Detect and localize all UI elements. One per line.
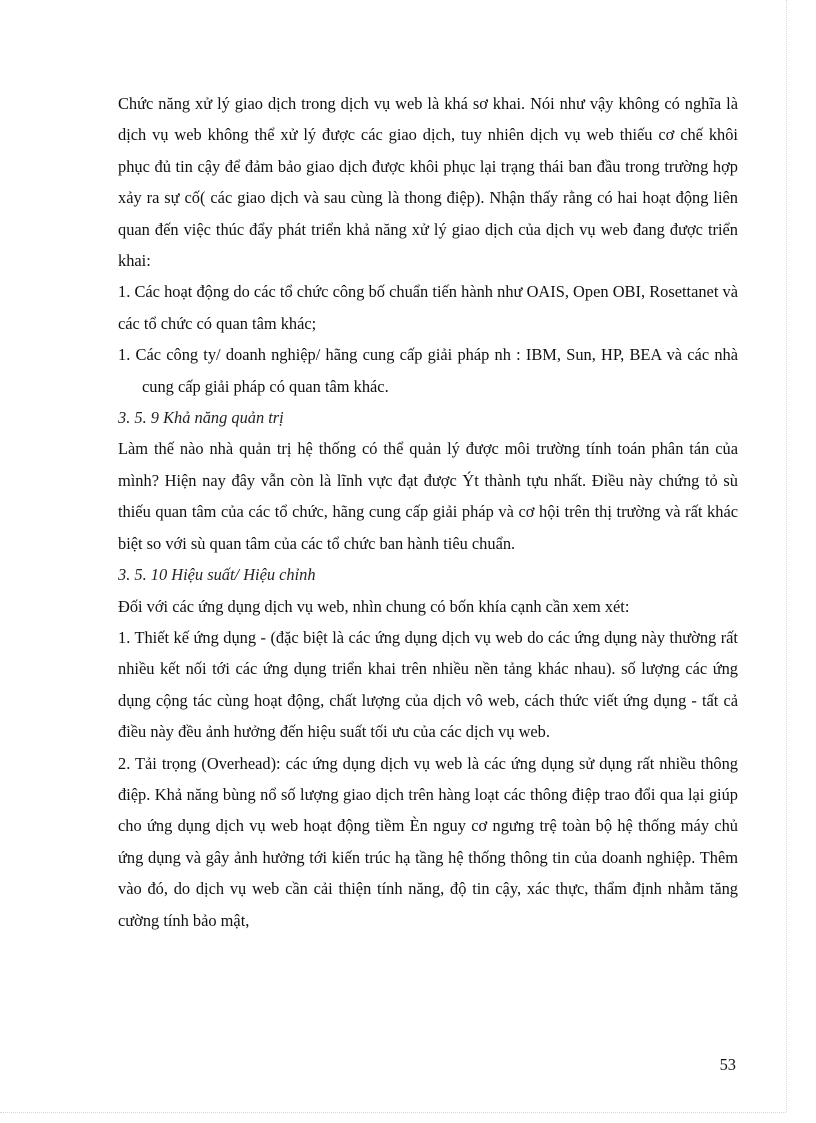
- page-body: [118, 88, 738, 936]
- list-item-standards-orgs: 1. Các hoạt động do các tổ chức công bố chuẩn tiến hành như OAIS, Open OBI, Rosettanet và các tổ chức có quan tâm khác;: [118, 282, 738, 333]
- list-item-app-design: 1. Thiết kế ứng dụng - (đặc biệt là các ứng dụng dịch vụ web do các ứng dụng này thường rất nhiều kết nối tới các ứng dụng triển khai trên nhiều nền tảng khác nhau). số lượng các ứng dụng cộng tác cùng hoạt động, chất lượng của dịch vô web, cách thức viết ứng dụng - tất cả điều này đều ảnh hưởng đến hiệu suất tối ưu của các dịch vụ web.: [118, 627, 738, 742]
- page-edge-right: [786, 0, 787, 1112]
- paragraph-performance-intro: Đối với các ứng dụng dịch vụ web, nhìn chung có bốn khía cạnh cần xem xét:: [118, 596, 630, 616]
- page-edge-bottom: [0, 1112, 786, 1113]
- section-heading-management: 3. 5. 9 Khả năng quản trị: [118, 408, 284, 428]
- paragraph-transactions: Chức năng xử lý giao dịch trong dịch vụ web là khá sơ khai. Nói như vậy không có nghĩa là dịch vụ web không thể xử lý được các giao dịch, tuy nhiên dịch vụ web thiếu cơ chế khôi phục đủ tin cậy để đảm bảo giao dịch được khôi phục lại trạng thái ban đầu trong trường hợp xảy ra sự cố( các giao dịch và sau cùng là thong điệp). Nhận thấy rằng có hai hoạt động liên quan đến việc thúc đẩy phát triển khả năng xử lý giao dịch của dịch vụ web đang được triển khai:: [118, 94, 738, 271]
- page-number: 53: [719, 1055, 736, 1074]
- section-heading-performance: 3. 5. 10 Hiệu suất/ Hiệu chỉnh: [118, 565, 316, 585]
- list-item-overhead: 2. Tải trọng (Overhead): các ứng dụng dịch vụ web là các ứng dụng sử dụng rất nhiều thông điệp. Khả năng bùng nổ số lượng giao dịch trên hàng loạt các thông điệp trao đổi qua lại giúp cho ứng dụng dịch vụ web hoạt động tiềm Èn nguy cơ ngưng trệ toàn bộ hệ thống máy chủ ứng dụng và gây ảnh hưởng tới kiến trúc hạ tầng hệ thống thông tin của doanh nghiệp. Thêm vào đó, do dịch vụ web cần cải thiện tính năng, độ tin cậy, xác thực, thẩm định nhằm tăng cường tính bảo mật,: [118, 753, 738, 930]
- list-item-vendors: 1. Các công ty/ doanh nghiệp/ hãng cung cấp giải pháp nh : IBM, Sun, HP, BEA và các nhà cung cấp giải pháp có quan tâm khác.: [118, 345, 738, 396]
- paragraph-management: Làm thế nào nhà quản trị hệ thống có thể quản lý được môi trường tính toán phân tán của mình? Hiện nay đây vẫn còn là lĩnh vực đạt được Ýt thành tựu nhất. Điều này chứng tỏ sù thiếu quan tâm của các tổ chức, hãng cung cấp giải pháp và cơ hội trên thị trường và rất khác biệt so với sù quan tâm của các tổ chức ban hành tiêu chuẩn.: [118, 439, 738, 553]
